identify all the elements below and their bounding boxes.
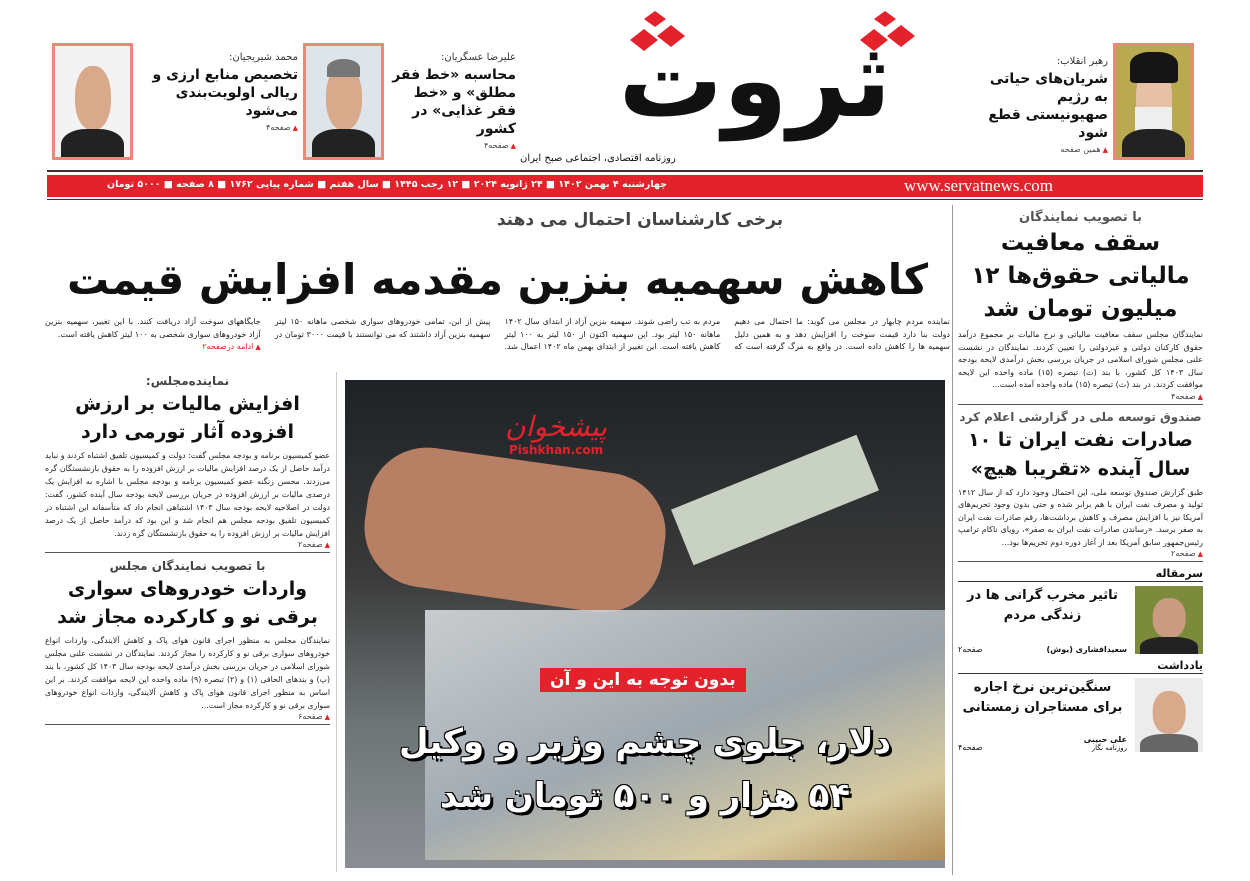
lead-page-ref[interactable]: ▲ ادامه درصفحه۲ [45, 341, 261, 354]
photo-headline-line: دلار، جلوی چشم وزیر و وکیل [399, 722, 891, 762]
issue-bar [47, 175, 1203, 197]
teaser-kicker: رهبر انقلاب: [1056, 56, 1108, 67]
author-name: سعیدافشاری (یوش) [1046, 645, 1127, 654]
note[interactable] [958, 659, 1203, 752]
photo-story[interactable] [345, 380, 945, 868]
teaser-shirijian[interactable] [138, 52, 298, 132]
section-label: سرمقاله [958, 567, 1203, 582]
lead-body [45, 316, 950, 354]
column-divider [336, 372, 337, 872]
article-page-ref: صفحه۴ [958, 743, 983, 752]
article-body: نمایندگان مجلس سقف معافیت مالیاتی و نرخ مالیات بر مجموع درآمد حقوق کارکنان دولتی و غیردولتی را تعیین کردند. نمایندگان در نشست علنی مجلس شورای اسلامی در جریان بررسی بخش درآمدی لایحه بودجه سال ۱۴۰۳ کل کشور، با بند (ث) تبصره (۱۵) ماده واحده این لایحه موافقت کردند. در بند (ث) تبصره (۱۵) ماده واحده آمده است... [958, 330, 1203, 389]
website-link[interactable]: www.servatnews.com [903, 176, 1053, 195]
teaser-leader[interactable] [980, 56, 1108, 154]
article-headline: صادرات نفت ایران تا ۱۰ سال آینده «تقریبا هیچ» [968, 428, 1193, 480]
teaser-photo-askarian [303, 43, 384, 160]
teaser-headline: محاسبه «خط فقر مطلق» و «خط فقر غذایی» در کشور [392, 67, 516, 137]
article-page-ref: ▲ صفحه۶ [45, 712, 330, 721]
teaser-photo-leader [1113, 43, 1194, 160]
article-page-ref: ▲ صفحه۲ [45, 540, 330, 549]
editorial-author-photo [1135, 586, 1203, 654]
article-kicker: با تصویب نمایندگان مجلس [109, 559, 266, 573]
column-divider [952, 205, 953, 875]
teaser-headline: تخصیص منابع ارزی و ریالی اولویت‌بندی می‌شود [152, 67, 298, 119]
article-kicker: با تصویب نمایندگان [1018, 210, 1142, 225]
article-headline: افزایش مالیات بر ارزش افزوده آثار تورمی دارد [75, 393, 300, 443]
teaser-page-ref: ▲ صفحه۴ [138, 123, 298, 132]
teaser-kicker: علیرضا عسگریان: [441, 52, 516, 63]
lead-body-text: نماینده مردم چابهار در مجلس می گوید: ما احتمال می دهیم دولت بنا دارد قیمت سوخت را افزایش دهد و به همین دلیل سهمیه ها را کاهش داده است. در واقع به مرگ گرفته است که مردم به تب راضی شوند. سهمیه بنزین آزاد از ابتدای سال ۱۴۰۲ ماهانه ۱۵۰ لیتر بود. این سهمیه اکنون از ۱۵۰ لیتر به ۱۰۰ لیتر کاهش یافته است. این تغییر از ابتدای بهمن ماه ۱۴۰۲ اعمال شد. پیش از این، تمامی خودروهای سواری شخصی ماهانه ۱۵۰ لیتر سهمیه بنزین آزاد داشتند که می توانستند با قیمت ۳۰۰۰ تومان در جایگاههای سوخت آزاد دریافت کنند. با این تغییر، سهمیه بنزین آزاد خودروهای سواری شخصی به ۱۰۰ لیتر کاهش یافته است. [45, 317, 950, 351]
article-body: طبق گزارش صندوق توسعه ملی، این احتمال وجود دارد که از سال ۱۴۱۲ تولید و مصرف نفت ایران با هم برابر شده و حتی بدون وجود تحریم‌های آمریکا نیز با افزایش مصرف و کاهش برداشت‌ها، رقم صادرات نفت ایران به صفر برسد. «رساندن صادرات نفت ایران به صفر»، رویای ناکام ترامپ رئیس‌جمهور سابق آمریکا بعد از آغاز دوره دوم تحریم‌ها بود... [958, 487, 1203, 547]
article-tax-exemption[interactable] [958, 210, 1203, 405]
watermark-en: Pishkhan.com [508, 443, 604, 457]
article-page-ref: صفحه۲ [958, 645, 983, 654]
masthead-logo [560, 10, 950, 150]
banknotes [671, 435, 879, 566]
photo-headline [345, 715, 945, 823]
right-column [958, 210, 1203, 752]
article-headline: واردات خودروهای سواری برقی نو و کارکرده مجاز شد [57, 578, 318, 628]
article-ev-imports[interactable] [45, 559, 330, 725]
article-body: نمایندگان مجلس به منظور اجرای قانون هوای پاک و کاهش آلایندگی، واردات انواع خودروهای سواری برقی نو و کارکرده را مجاز کردند. نمایندگان در نشست علنی مجلس شورای اسلامی در جریان بررسی بخش درآمدی لایحه بودجه سال ۱۴۰۳ کل کشور، با بند (پ) و بندهای الحاقی (۱) و (۲) تبصره (۹) ماده واحده این لایحه موافقت کردند. بر این اساس به منظور اجرای قانون هوای پاک و کاهش آلایندگی، واردات انواع خودروهای سواری برقی نو و کارکرده مجاز است... [45, 636, 331, 710]
teaser-headline: شریان‌های حیاتی به رژیم صهیونیستی قطع شود [988, 71, 1108, 141]
article-kicker: نماینده‌مجلس: [145, 374, 230, 388]
article-headline: سنگین‌ترین نرخ اجاره برای مستاجران زمستانی [962, 680, 1123, 715]
article-headline: تاثیر مخرب گرانی ها در زندگی مردم [967, 588, 1118, 623]
author-name: علی حبیبی [1083, 735, 1127, 744]
watermark-fa: پیشخوان [505, 410, 608, 443]
masthead-tagline: روزنامه اقتصادی، اجتماعی صبح ایران [520, 153, 676, 164]
photo-kicker: بدون توجه به این و آن [540, 668, 746, 692]
lead-headline[interactable]: کاهش سهمیه بنزین مقدمه افزایش قیمت [67, 255, 928, 304]
article-oil-exports[interactable] [958, 410, 1203, 563]
hand-shape [357, 440, 674, 620]
divider [47, 170, 1203, 172]
editorial[interactable] [958, 567, 1203, 654]
issue-info: چهارشنبه ۴ بهمن ۱۴۰۲ ■ ۲۴ ژانویه ۲۰۲۴ ■ ۱۲ رجب ۱۴۴۵ ■ سال هفتم ■ شماره پیاپی ۱۷۶۲ ■ ۸ صفحه ■ ۵۰۰۰ تومان [107, 179, 668, 190]
article-page-ref: ▲ صفحه۲ [958, 549, 1203, 558]
teaser-page-ref: ▲ همین صفحه [980, 145, 1108, 154]
lead-kicker: برخی کارشناسان احتمال می دهند [496, 210, 784, 230]
article-body: عضو کمیسیون برنامه و بودجه مجلس گفت: دولت و کمیسیون تلفیق اشتباه کردند و نباید درآمد حاصل از یک درصد افزایش مالیات بر ارزش افزوده را به حقوق بازنشستگان گره می‌زدند. محسن زنگنه عضو کمیسیون برنامه و بودجه مجلس با اشاره به افزایش یک درصدی مالیات بر ارزش افزوده در جریان بررسی لایحه بودجه سال آینده کشور، گفت: دولت در اصلاحیه لایحه بودجه سال ۱۴۰۳ اشتباهی انجام داد که متأسفانه این اشتباه در کمیسیون تلفیق بودجه مجلس هم انجام شد و این بود که درآمد حاصل از یک درصد افزایش مالیات بر ارزش افزوده را به حقوق بازنشستگان گره زدند. [45, 451, 330, 538]
section-label: یادداشت [958, 659, 1203, 674]
watermark [505, 410, 607, 457]
author-role: روزنامه نگار [1091, 744, 1127, 752]
teaser-page-ref: ▲ صفحه۴ [388, 141, 516, 150]
article-vat[interactable] [45, 374, 330, 553]
article-page-ref: ▲ صفحه۴ [958, 392, 1203, 401]
photo-headline-line: ۵۴ هزار و ۵۰۰ تومان شد [439, 776, 851, 816]
left-column [45, 374, 330, 725]
article-kicker: صندوق توسعه ملی در گزارشی اعلام کرد [959, 409, 1202, 424]
divider [47, 199, 1203, 200]
note-author-photo [1135, 678, 1203, 752]
teaser-kicker: محمد شیریجیان: [229, 52, 298, 63]
article-headline: سقف معافیت مالیاتی حقوق‌ها ۱۲ میلیون تومان شد [971, 230, 1190, 322]
teaser-photo-shirijian [52, 43, 133, 160]
logo-text: ثروت [618, 19, 892, 141]
teaser-askarian[interactable] [388, 52, 516, 150]
